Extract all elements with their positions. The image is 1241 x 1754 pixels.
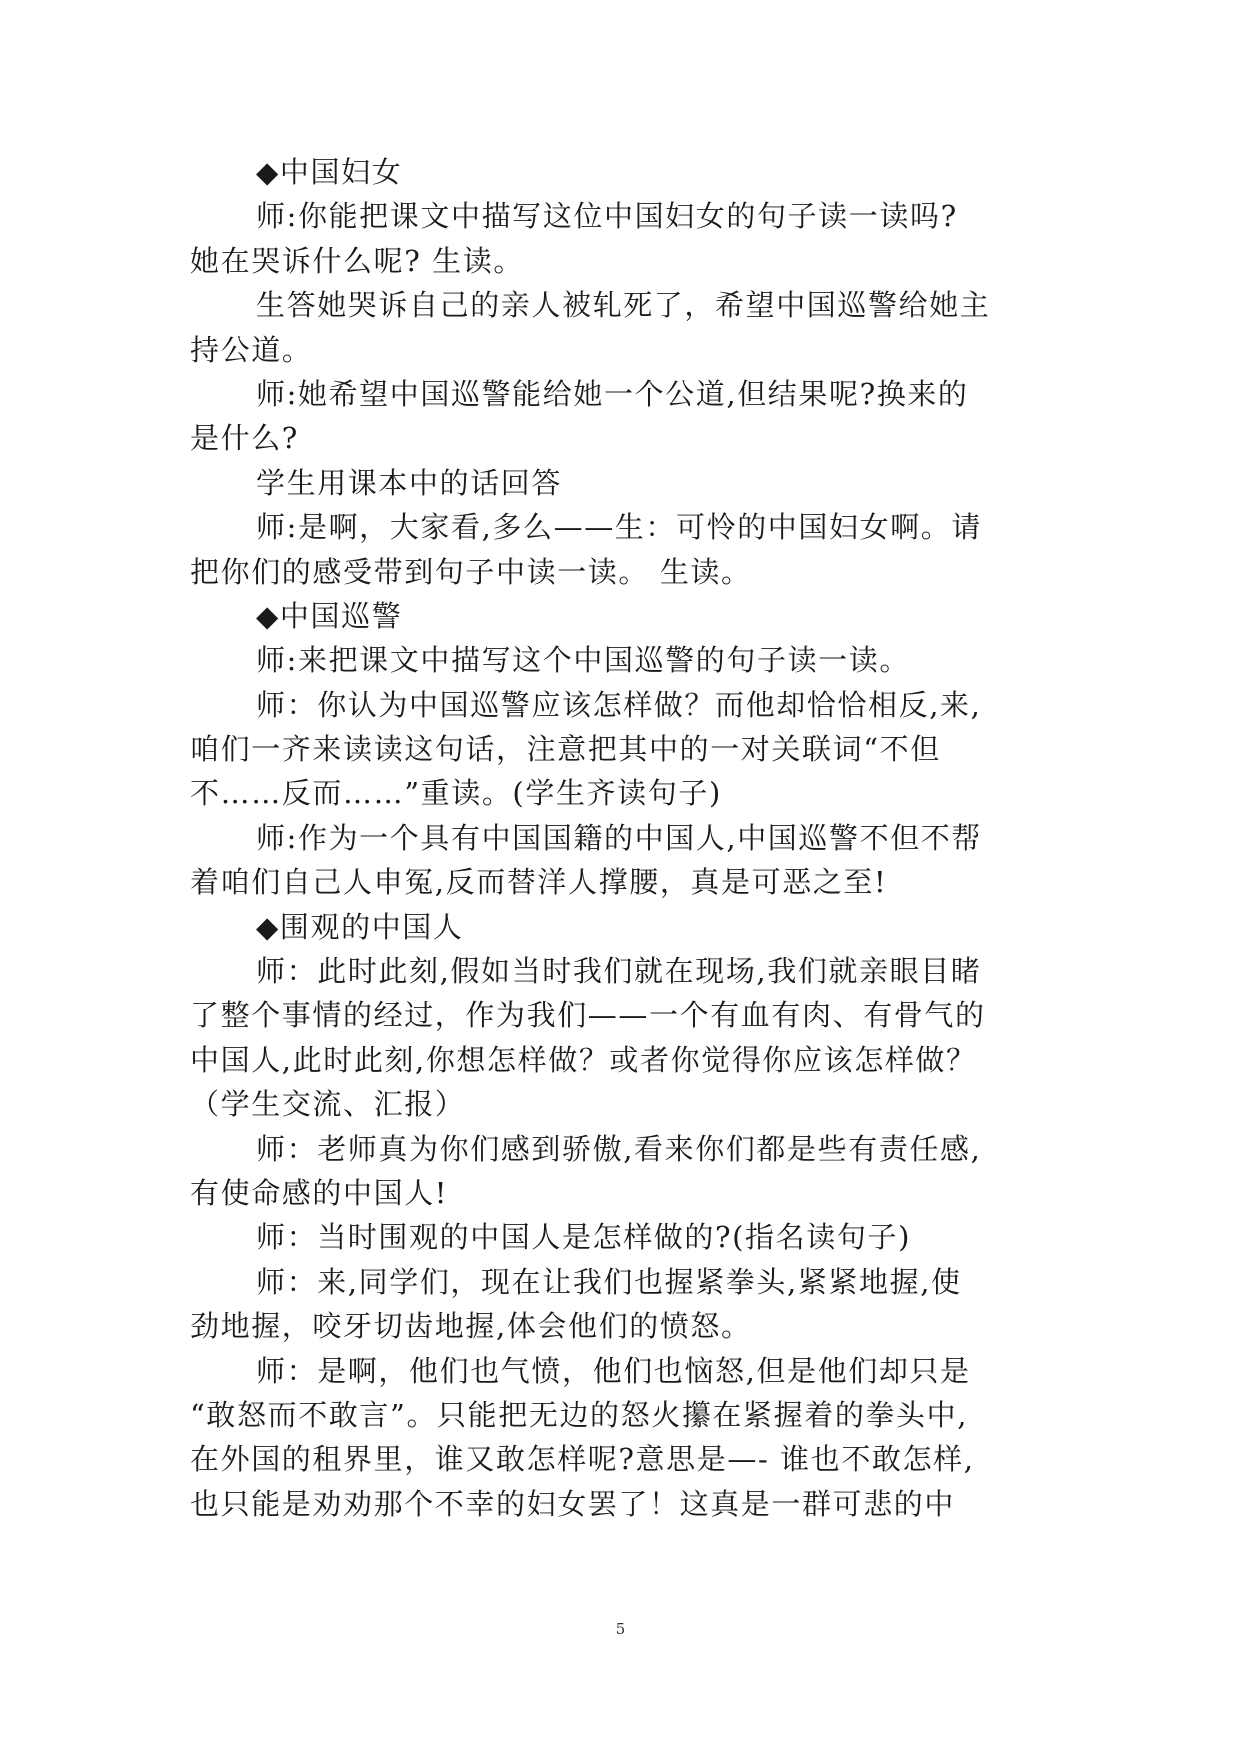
text-line: 师：当时围观的中国人是怎样做的?(指名读句子): [256, 1220, 911, 1255]
text-line: 师：老师真为你们感到骄傲,看来你们都是些有责任感,: [256, 1131, 982, 1166]
text-line: 了整个事情的经过，作为我们——一个有血有肉、有骨气的: [190, 998, 986, 1033]
page-number: 5: [615, 1620, 626, 1638]
text-line: 咱们一齐来读读这句话，注意把其中的一对关联词“不但: [190, 732, 941, 767]
text-line: 师：是啊，他们也气愤，他们也恼怒,但是他们却只是: [256, 1353, 971, 1388]
text-line: 师:是啊，大家看,多么——生：可怜的中国妇女啊。请: [256, 510, 982, 545]
text-line: ◆围观的中国人: [256, 909, 464, 944]
text-line: 也只能是劝劝那个不幸的妇女罢了！这真是一群可悲的中: [190, 1486, 956, 1521]
text-line: 师：来,同学们，现在让我们也握紧拳头,紧紧地握,使: [256, 1264, 962, 1299]
text-line: 师:来把课文中描写这个中国巡警的句子读一读。: [256, 643, 910, 678]
text-line: ◆中国巡警: [256, 598, 403, 633]
text-line: 师：此时此刻,假如当时我们就在现场,我们就亲眼目睹: [256, 954, 982, 989]
text-line: 持公道。: [190, 332, 313, 367]
text-line: 师：你认为中国巡警应该怎样做？而他却恰恰相反,来,: [256, 687, 982, 722]
text-line: 师:作为一个具有中国国籍的中国人,中国巡警不但不帮: [256, 820, 982, 855]
text-line: （学生交流、汇报）: [190, 1087, 466, 1122]
text-line: 她在哭诉什么呢? 生读。: [190, 243, 524, 278]
text-line: 是什么?: [190, 421, 299, 456]
text-line: 学生用课本中的话回答: [256, 465, 563, 500]
text-line: 中国人,此时此刻,你想怎样做？或者你觉得你应该怎样做？: [190, 1042, 977, 1077]
text-line: 师:她希望中国巡警能给她一个公道,但结果呢?换来的: [256, 376, 969, 411]
text-line: 着咱们自己人申冤,反而替洋人撑腰，真是可恶之至!: [190, 865, 888, 900]
text-line: ◆中国妇女: [256, 155, 403, 189]
text-line: 有使命感的中国人!: [190, 1175, 449, 1210]
body-text: [190, 150, 1060, 1526]
text-line: 劲地握，咬牙切齿地握,体会他们的愤怒。: [190, 1309, 752, 1344]
text-line: 不……反而……”重读。(学生齐读句子): [190, 776, 722, 811]
text-line: 把你们的感受带到句子中读一读。 生读。: [190, 554, 752, 589]
text-line: “敢怒而不敢言”。只能把无边的怒火攥在紧握着的拳头中,: [190, 1397, 969, 1432]
text-line: 在外国的租界里，谁又敢怎样呢?意思是—- 谁也不敢怎样,: [190, 1442, 975, 1477]
text-line: 师:你能把课文中描写这位中国妇女的句子读一读吗?: [256, 199, 958, 234]
text-line: 生答她哭诉自己的亲人被轧死了，希望中国巡警给她主: [256, 288, 991, 323]
